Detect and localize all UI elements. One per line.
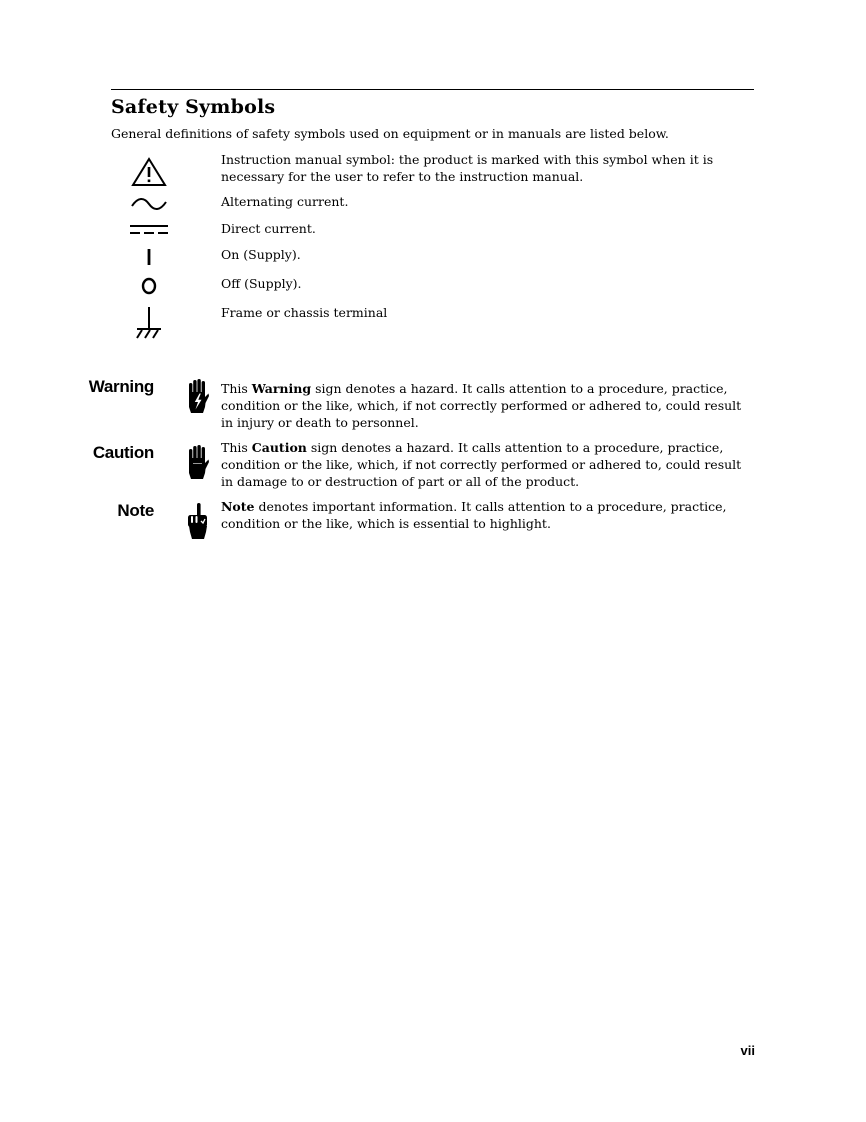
note-keyword: Note (221, 499, 255, 514)
alternating-current-icon (111, 195, 187, 213)
on-supply-icon (111, 247, 187, 267)
warning-text (221, 380, 756, 431)
off-supply-icon (111, 276, 187, 296)
symbol-description: Direct current. (221, 221, 316, 236)
warning-keyword: Warning (251, 381, 312, 396)
header-rule (111, 89, 754, 90)
symbol-description: Off (Supply). (221, 276, 302, 291)
note-label: Note (117, 501, 154, 520)
warning-label: Warning (88, 377, 154, 396)
note-pointing-hand-icon (186, 502, 210, 538)
warning-hand-icon (186, 378, 210, 414)
note-body: denotes important information. It calls attention to a procedure, practice, condition or the like, which is essential to highlight. (221, 499, 727, 531)
page-number: vii (740, 1043, 755, 1058)
symbol-description: Frame or chassis terminal (221, 305, 388, 320)
caution-body: sign denotes a hazard. It calls attention to a procedure, practice, condition or the like, which, if not correctly performed or adhered to, could result in damage to or destruction of part or all of the product. (221, 440, 742, 489)
caution-prefix: This (221, 440, 252, 455)
caution-keyword: Caution (251, 440, 307, 455)
caution-hand-icon (186, 444, 210, 480)
symbol-description: On (Supply). (221, 247, 301, 262)
instruction-manual-triangle-icon (111, 157, 187, 187)
warning-body: sign denotes a hazard. It calls attention to a procedure, practice, condition or the like, which, if not correctly performed or adhered to, could result in injury or death to personnel. (221, 381, 742, 430)
symbol-description: Instruction manual symbol: the product is marked with this symbol when it is necessary for the user to refer to the instruction manual. (221, 152, 714, 184)
caution-text (221, 439, 756, 490)
caution-label: Caution (92, 443, 154, 462)
note-text (221, 498, 756, 532)
intro-text: General definitions of safety symbols used on equipment or in manuals are listed below. (111, 126, 669, 141)
symbol-description: Alternating current. (221, 194, 349, 209)
direct-current-icon (111, 223, 187, 237)
warning-prefix: This (221, 381, 252, 396)
page-title: Safety Symbols (111, 96, 276, 118)
frame-chassis-terminal-icon (111, 306, 187, 340)
